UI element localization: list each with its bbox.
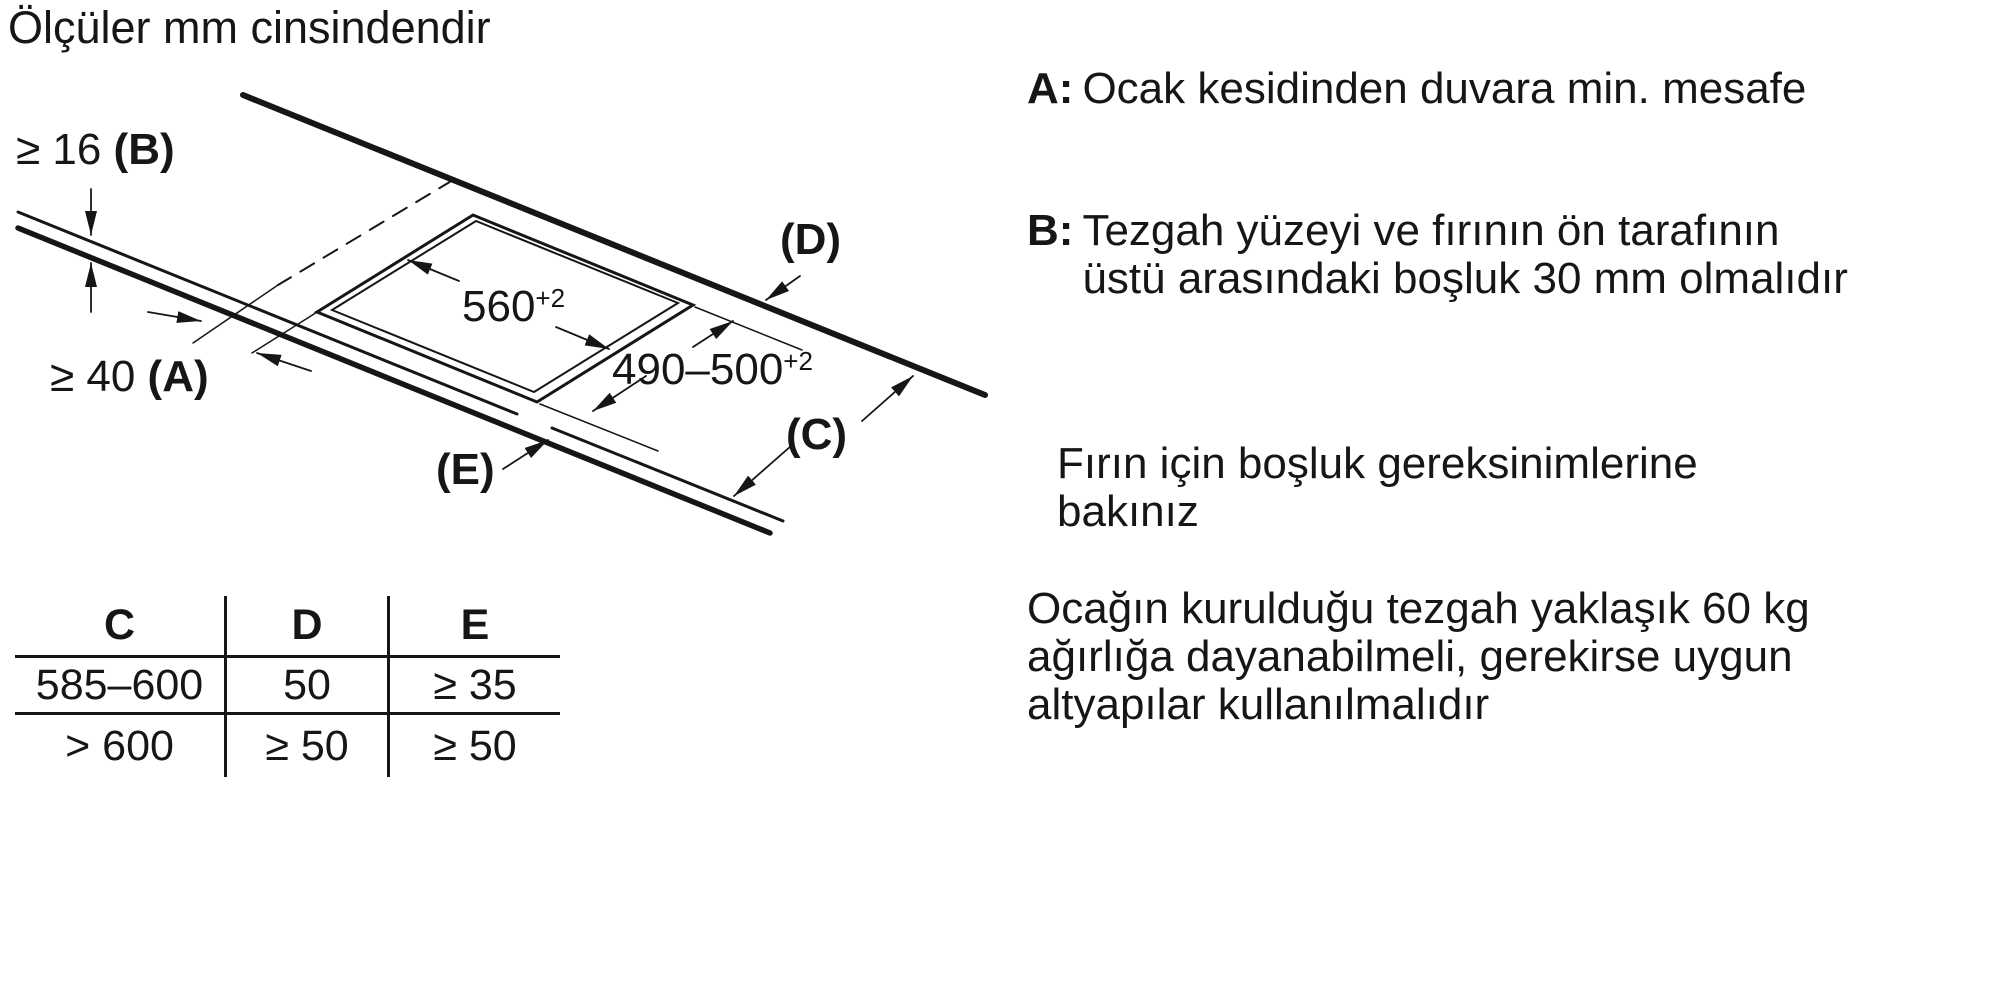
note-a-text [1082,65,1806,113]
dim-b-label [16,125,175,175]
side-wall-dashed-line [278,180,453,285]
callout-c-arrow-front [734,446,791,496]
note-oven-line-2: bakınız [1057,487,1199,536]
dim-width-label [462,282,565,332]
note-b-line-2: üstü arasındaki boşluk 30 mm olmalıdır [1082,254,1848,303]
table-cell-c2: > 600 [15,715,227,777]
dim-b-letter: (B) [113,125,175,174]
page-title: Ölçüler mm cinsindendir [8,2,491,53]
note-worktop-weight [1027,585,1810,729]
note-a-line-1: Ocak kesidinden duvara min. mesafe [1082,64,1807,113]
callout-c-arrow-back [862,376,913,421]
table-cell-e1: ≥ 35 [390,658,560,715]
note-weight-line-2: ağırlığa dayanabilmeli, gerekirse uygun [1027,632,1793,681]
table-cell-e2: ≥ 50 [433,721,517,770]
note-oven-clearance [1057,440,1698,536]
dim-a-letter: (A) [147,352,209,401]
note-b-key: B: [1027,206,1074,255]
dim-a-label [50,352,209,402]
table-cell-d1: 50 [227,658,390,715]
note-oven-line-1: Fırın için boşluk gereksinimlerine [1057,439,1698,488]
table-header-c: C [15,596,227,658]
note-a [1027,65,1806,113]
side-wall-extension-line [193,285,278,343]
callout-e-arrow [503,440,548,469]
note-oven-text [1057,440,1698,536]
callout-d-label: (D) [780,215,842,264]
dim-b-value: ≥ 16 [16,125,114,174]
table-header-d: D [227,596,390,658]
dim-depth-value: 490–500 [612,345,784,394]
note-weight-line-1: Ocağın kurulduğu tezgah yaklaşık 60 kg [1027,584,1810,633]
dim-depth-label [612,345,813,395]
dim-a-arrow-left [148,312,201,321]
callout-d-arrow [766,276,800,300]
callout-c-label: (C) [786,410,848,459]
note-b-line-1: Tezgah yüzeyi ve fırının ön tarafının [1082,206,1780,255]
table-cell-d2: ≥ 50 [227,715,390,777]
table-header-e: E [390,596,560,658]
note-weight-text [1027,585,1810,729]
table-cell-c1: 585–600 [15,658,227,715]
dim-width-value: 560 [462,282,536,331]
note-weight-line-3: altyapılar kullanılmalıdır [1027,680,1490,729]
dim-width-tolerance: +2 [535,283,566,313]
dim-560-arrow-left [408,260,459,281]
dim-a-arrow-right [257,353,311,371]
dim-a-value: ≥ 40 [50,352,148,401]
note-b-text [1082,207,1847,303]
callout-e-label: (E) [436,445,495,494]
note-a-key: A: [1027,64,1074,113]
note-b [1027,207,1848,303]
dim-490-arrow-back [693,321,733,347]
dim-depth-tolerance: +2 [783,346,813,376]
dimensions-table [15,596,560,777]
